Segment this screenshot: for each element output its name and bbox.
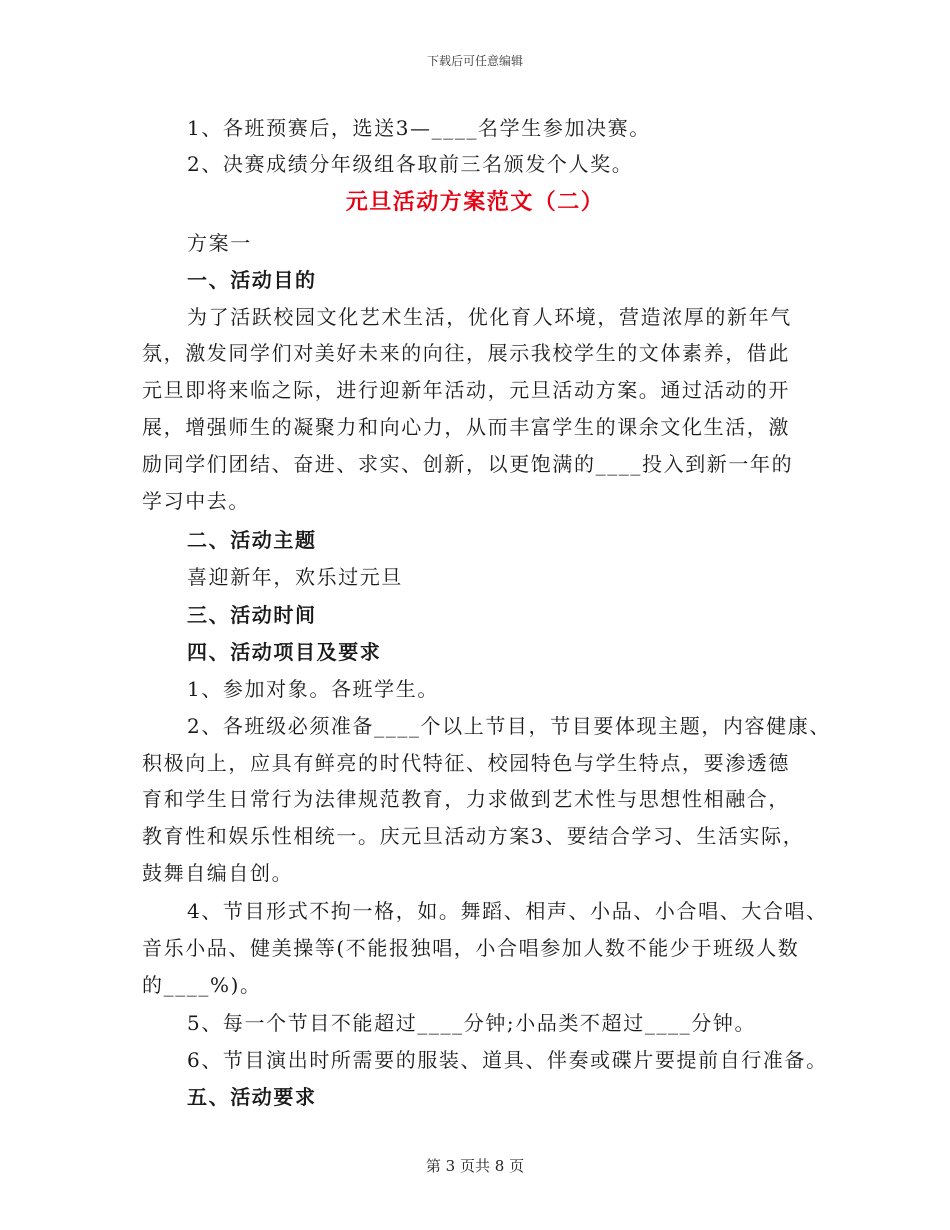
section-heading: 三、活动时间 — [187, 603, 317, 627]
paragraph-line: 喜迎新年，欢乐过元旦 — [187, 565, 403, 589]
paragraph-line: 2、各班级必须准备____个以上节目，节目要体现主题，内容健康、 — [187, 714, 831, 738]
paragraph-line: 教育性和娱乐性相统一。庆元旦活动方案3、要结合学习、生活实际， — [142, 824, 805, 848]
paragraph-line: 元旦即将来临之际，进行迎新年活动，元旦活动方案。通过活动的开 — [142, 378, 790, 402]
paragraph-line: 育和学生日常行为法律规范教育，力求做到艺术性与思想性相融合， — [142, 787, 790, 811]
paragraph-line: 6、节目演出时所需要的服装、道具、伴奏或碟片要提前自行准备。 — [187, 1048, 828, 1072]
section-title: 元旦活动方案范文（二） — [345, 189, 605, 215]
section-heading: 五、活动要求 — [187, 1085, 317, 1109]
paragraph-line: 4、节目形式不拘一格，如。舞蹈、相声、小品、小合唱、大合唱、 — [187, 899, 828, 923]
paragraph-line: 氛，激发同学们对美好未来的向往，展示我校学生的文体素养，借此 — [142, 341, 790, 365]
section-heading: 二、活动主题 — [187, 528, 317, 552]
paragraph-line: 音乐小品、健美操等(不能报独唱，小合唱参加人数不能少于班级人数 — [142, 936, 800, 960]
section-heading: 四、活动项目及要求 — [187, 640, 382, 664]
paragraph-line: 展，增强师生的凝聚力和向心力，从而丰富学生的课余文化生活，激 — [142, 415, 790, 439]
page-footer: 第 3 页共 8 页 — [425, 1157, 525, 1175]
paragraph-line: 的____%)。 — [142, 973, 262, 997]
paragraph-line: 1、各班预赛后，选送3—____名学生参加决赛。 — [187, 116, 651, 140]
paragraph-line: 励同学们团结、奋进、求实、创新，以更饱满的____投入到新一年的 — [142, 452, 794, 476]
paragraph-line: 2、决赛成绩分年级组各取前三名颁发个人奖。 — [187, 152, 634, 176]
paragraph-line: 学习中去。 — [142, 489, 250, 513]
paragraph-line: 1、参加对象。各班学生。 — [187, 677, 439, 701]
section-heading: 一、活动目的 — [187, 268, 317, 292]
paragraph-line: 方案一 — [187, 231, 252, 255]
paragraph-line: 积极向上，应具有鲜亮的时代特征、校园特色与学生特点，要渗透德 — [142, 751, 790, 775]
paragraph-line: 鼓舞自编自创。 — [142, 861, 294, 885]
paragraph-line: 为了活跃校园文化艺术生活，优化育人环境，营造浓厚的新年气 — [187, 305, 792, 329]
page-header: 下载后可任意编辑 — [426, 54, 523, 68]
paragraph-line: 5、每一个节目不能超过____分钟;小品类不超过____分钟。 — [187, 1011, 757, 1035]
